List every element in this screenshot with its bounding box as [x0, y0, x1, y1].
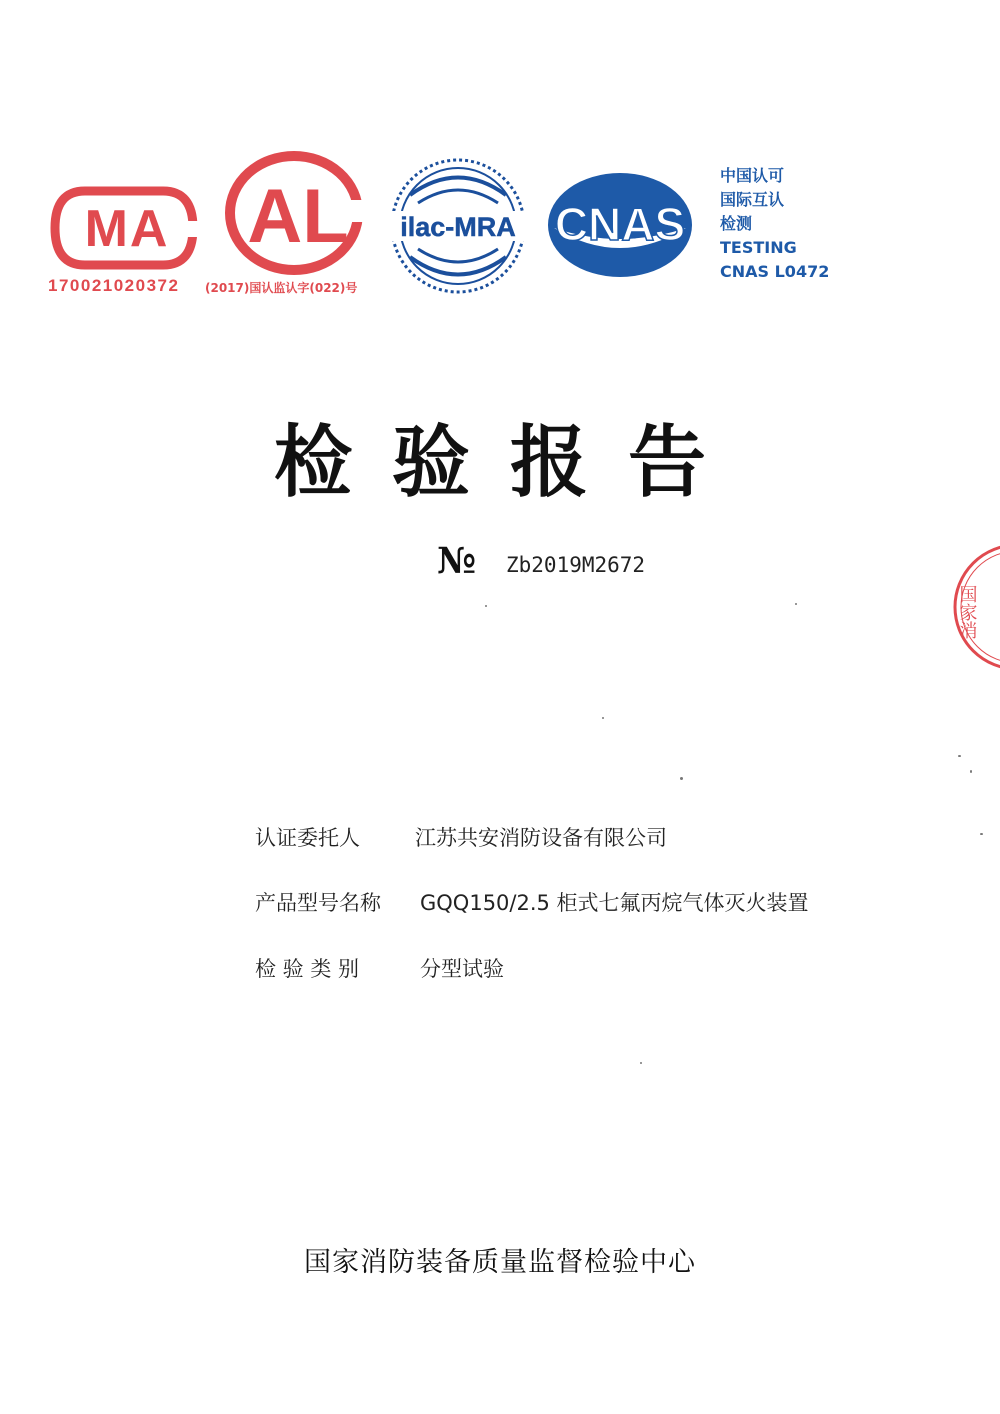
cnas-logo-text: CNAS [554, 198, 686, 250]
test-type-label: 检 验 类 别 [255, 957, 360, 981]
issuing-organization: 国家消防装备质量监督检验中心 [304, 1247, 696, 1278]
report-number: Zb2019M2672 [506, 553, 646, 577]
number-mark: № [437, 540, 477, 582]
scan-speck [602, 717, 604, 719]
cnas-accreditation-text [720, 164, 829, 284]
scan-speck [485, 605, 487, 607]
client-label: 认证委托人 [255, 826, 360, 850]
cma-logo [45, 183, 200, 273]
scan-speck [958, 755, 961, 757]
cnas-text-line-4: TESTING [720, 238, 797, 257]
cal-logo-text: AL [247, 174, 349, 259]
seal-stamp [945, 535, 1000, 685]
cma-logo-text: MA [84, 200, 170, 258]
scan-speck [970, 770, 972, 773]
scan-speck [795, 603, 797, 605]
scan-speck [640, 1062, 642, 1064]
ilac-logo-text: ilac-MRA [400, 212, 516, 242]
cnas-logo [540, 168, 700, 283]
scan-speck [680, 777, 683, 780]
product-value: GQQ150/2.5 柜式七氟丙烷气体灭火装置 [420, 891, 809, 915]
cal-logo [222, 150, 372, 276]
cnas-text-line-5: CNAS L0472 [720, 262, 830, 281]
cnas-text-line-1: 中国认可 [720, 166, 785, 185]
scan-speck [980, 833, 983, 835]
report-title: 检验报告 [273, 418, 746, 508]
cal-code: (2017)国认监认字(022)号 [205, 281, 358, 295]
cnas-text-line-3: 检测 [720, 214, 753, 233]
client-value: 江苏共安消防设备有限公司 [415, 826, 667, 850]
ilac-mra-logo [388, 155, 528, 297]
cnas-text-line-2: 国际互认 [720, 190, 785, 209]
test-type-value: 分型试验 [420, 957, 504, 981]
product-label: 产品型号名称 [255, 891, 381, 915]
cma-code: 170021020372 [48, 276, 180, 295]
seal-text: 国家消 [956, 585, 978, 639]
